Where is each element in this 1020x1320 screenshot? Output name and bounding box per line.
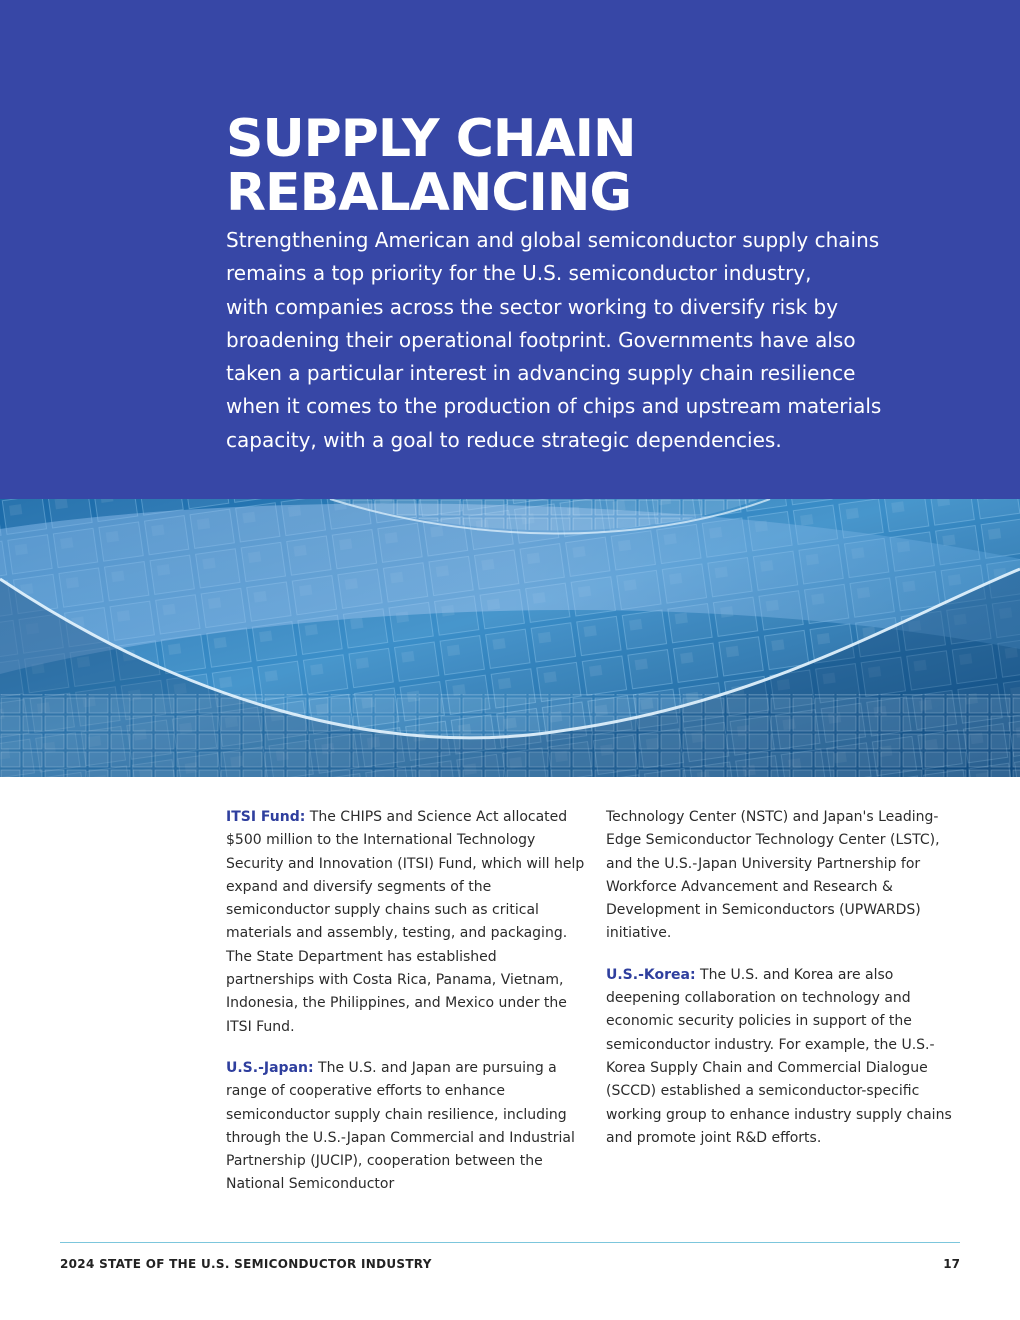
page-title [226, 109, 636, 223]
page-number: 17 [943, 1257, 960, 1271]
page-title-line-2: REBALANCING [226, 163, 632, 223]
us-japan-paragraph [226, 1057, 586, 1197]
intro-line: remains a top priority for the U.S. semiconductor industry, [226, 261, 812, 286]
us-japan-paragraph-continued: Technology Center (NSTC) and Japan's Leading-Edge Semiconductor Technology Center (LSTC), and the U.S.-Japan University Partnership for Workforce Advancement and Research & Development in Semiconductors (UPWARDS) initiative. [606, 809, 940, 942]
us-korea-lead: U.S.-Korea: [606, 966, 696, 983]
wafer-image [0, 499, 1020, 777]
intro-line: with companies across the sector working to diversify risk by [226, 294, 839, 319]
intro-line: capacity, with a goal to reduce strategic dependencies. [226, 427, 782, 452]
itsi-fund-lead: ITSI Fund: [226, 809, 306, 825]
page-title-line-1: SUPPLY CHAIN [226, 109, 636, 169]
footer-divider [60, 1242, 960, 1243]
intro-line: when it comes to the production of chips and upstream materials [226, 394, 882, 419]
body-column-right [606, 806, 966, 1168]
hero-banner [0, 0, 1020, 499]
us-korea-text: The U.S. and Korea are also deepening collaboration on technology and economic security policies in support of the semiconductor industry. For example, the U.S.-Korea Supply Chain and Commercial Dialogue (SCCD) established a semiconductor-specific working group to enhance industry supply chains and promote joint R&D efforts. [606, 966, 952, 1146]
intro-line: broadening their operational footprint. Governments have also [226, 327, 856, 352]
itsi-fund-paragraph [226, 806, 586, 1039]
body-column-left [226, 806, 586, 1215]
footer-report-title: 2024 STATE OF THE U.S. SEMICONDUCTOR INDUSTRY [60, 1257, 432, 1271]
intro-paragraph [226, 224, 926, 457]
intro-line: taken a particular interest in advancing supply chain resilience [226, 361, 856, 386]
itsi-fund-text: The CHIPS and Science Act allocated $500 million to the International Technology Security and Innovation (ITSI) Fund, which will help expand and diversify segments of the semiconductor supply chains such as critical materials and assembly, testing, and packaging. The State Department has established partnerships with Costa Rica, Panama, Vietnam, Indonesia, the Philippines, and Mexico under the ITSI Fund. [226, 809, 585, 1035]
intro-line: Strengthening American and global semiconductor supply chains [226, 228, 880, 252]
us-japan-lead: U.S.-Japan: [226, 1059, 314, 1076]
us-japan-text: The U.S. and Japan are pursuing a range of cooperative efforts to enhance semiconductor supply chain resilience, including through the U.S.-Japan Commercial and Industrial Partnership (JUCIP), cooperation between the National Semiconductor [226, 1059, 575, 1193]
us-korea-paragraph [606, 964, 966, 1150]
